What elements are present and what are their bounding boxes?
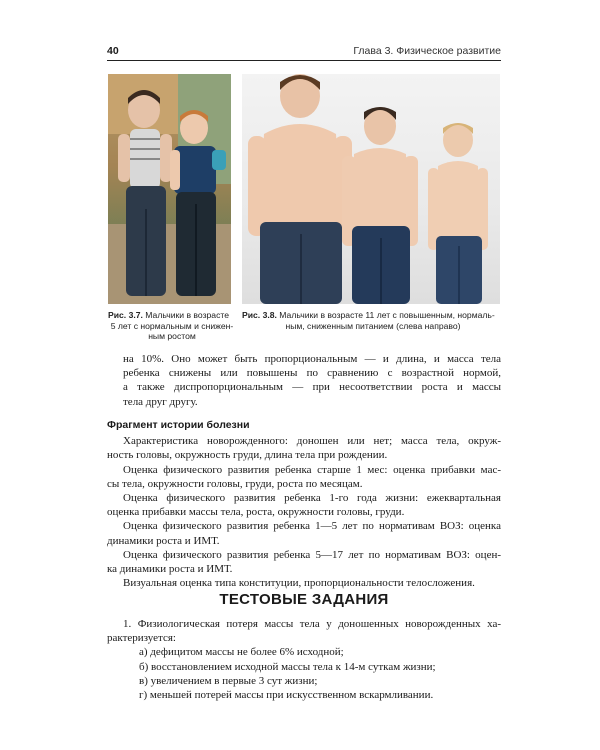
text-line: Оценка физического развития ребенка 1—5 лет по нормативам ВОЗ: оценка — [123, 520, 501, 533]
boys-age-11-illustration — [242, 74, 500, 304]
boys-age-5-illustration — [108, 74, 231, 304]
intro-paragraph — [107, 352, 501, 409]
running-title: Глава 3. Физическое развитие — [353, 45, 501, 57]
text-line: Оценка физического развития ребенка 1-го года жизни: ежеквартальная — [123, 492, 501, 505]
answer-option: б) восстановлением исходной массы тела к 14-м суткам жизни; — [139, 660, 436, 673]
text-line: ка динамики роста и ИМТ. — [107, 563, 233, 576]
text-line: Оценка физического развития ребенка старше 1 мес: оценка прибавки мас- — [123, 463, 501, 476]
text-line: на 10%. Оно может быть пропорциональным — и длина, и масса тела — [123, 353, 501, 365]
caption-line: ным ростом — [148, 331, 196, 341]
text-line: а также диспропорциональным — при несоответствии роста и массы — [123, 381, 501, 394]
question-line: 1. Физиологическая потеря массы тела у доношенных новорожденных ха- — [123, 618, 501, 630]
section-heading: Фрагмент истории болезни — [107, 419, 250, 431]
text-line: ность головы, окружность груди, длина тела при рождении. — [107, 449, 388, 462]
history-paragraph — [107, 463, 501, 491]
text-line: сы тела, окружности головы, груди, роста по месяцам. — [107, 477, 363, 490]
history-paragraph — [107, 491, 501, 519]
answer-option: а) дефицитом массы не более 6% исходной; — [139, 646, 344, 659]
history-paragraph — [107, 576, 501, 590]
page-header — [107, 44, 501, 61]
tests-heading: ТЕСТОВЫЕ ЗАДАНИЯ — [219, 591, 389, 608]
figure-3-7-caption — [108, 310, 236, 342]
answer-options — [107, 645, 501, 702]
figure-label: Рис. 3.7. — [108, 310, 143, 320]
figure-3-8-photo — [242, 74, 500, 304]
answer-option: г) меньшей потерей массы при искусственном вскармливании. — [139, 689, 434, 702]
history-paragraph — [107, 434, 501, 462]
text-line: Визуальная оценка типа конституции, пропорциональности телосложения. — [123, 577, 475, 590]
figure-3-7-photo — [108, 74, 231, 304]
figure-3-8-caption — [242, 310, 504, 331]
text-line: ребенка снижены или повышены по сравнению с возрастной нормой, — [123, 367, 501, 380]
figure-label: Рис. 3.8. — [242, 310, 277, 320]
text-line: тела друг другу. — [123, 395, 198, 408]
page-number: 40 — [107, 45, 119, 57]
question-line: рактеризуется: — [107, 632, 176, 645]
answer-option: в) увеличением в первые 3 сут жизни; — [139, 674, 318, 687]
text-line: оценка прибавки массы тела, роста, окружности головы, груди. — [107, 506, 405, 519]
text-line: динамики роста и ИМТ. — [107, 534, 220, 547]
history-paragraph — [107, 519, 501, 547]
caption-line: ным, сниженным питанием (слева направо) — [285, 320, 461, 331]
text-line: Характеристика новорожденного: доношен или нет; масса тела, окруж- — [123, 435, 501, 448]
case-history-section — [107, 414, 501, 590]
caption-line: Мальчики в возрасте 11 лет с повышенным, нормаль- — [279, 310, 495, 320]
test-question — [107, 617, 501, 702]
history-paragraph — [107, 548, 501, 576]
text-line: Оценка физического развития ребенка 5—17 лет по нормативам ВОЗ: оцен- — [123, 548, 501, 561]
caption-line: 5 лет с нормальным и снижен- — [110, 320, 234, 331]
caption-line: Мальчики в возрасте — [145, 310, 229, 320]
